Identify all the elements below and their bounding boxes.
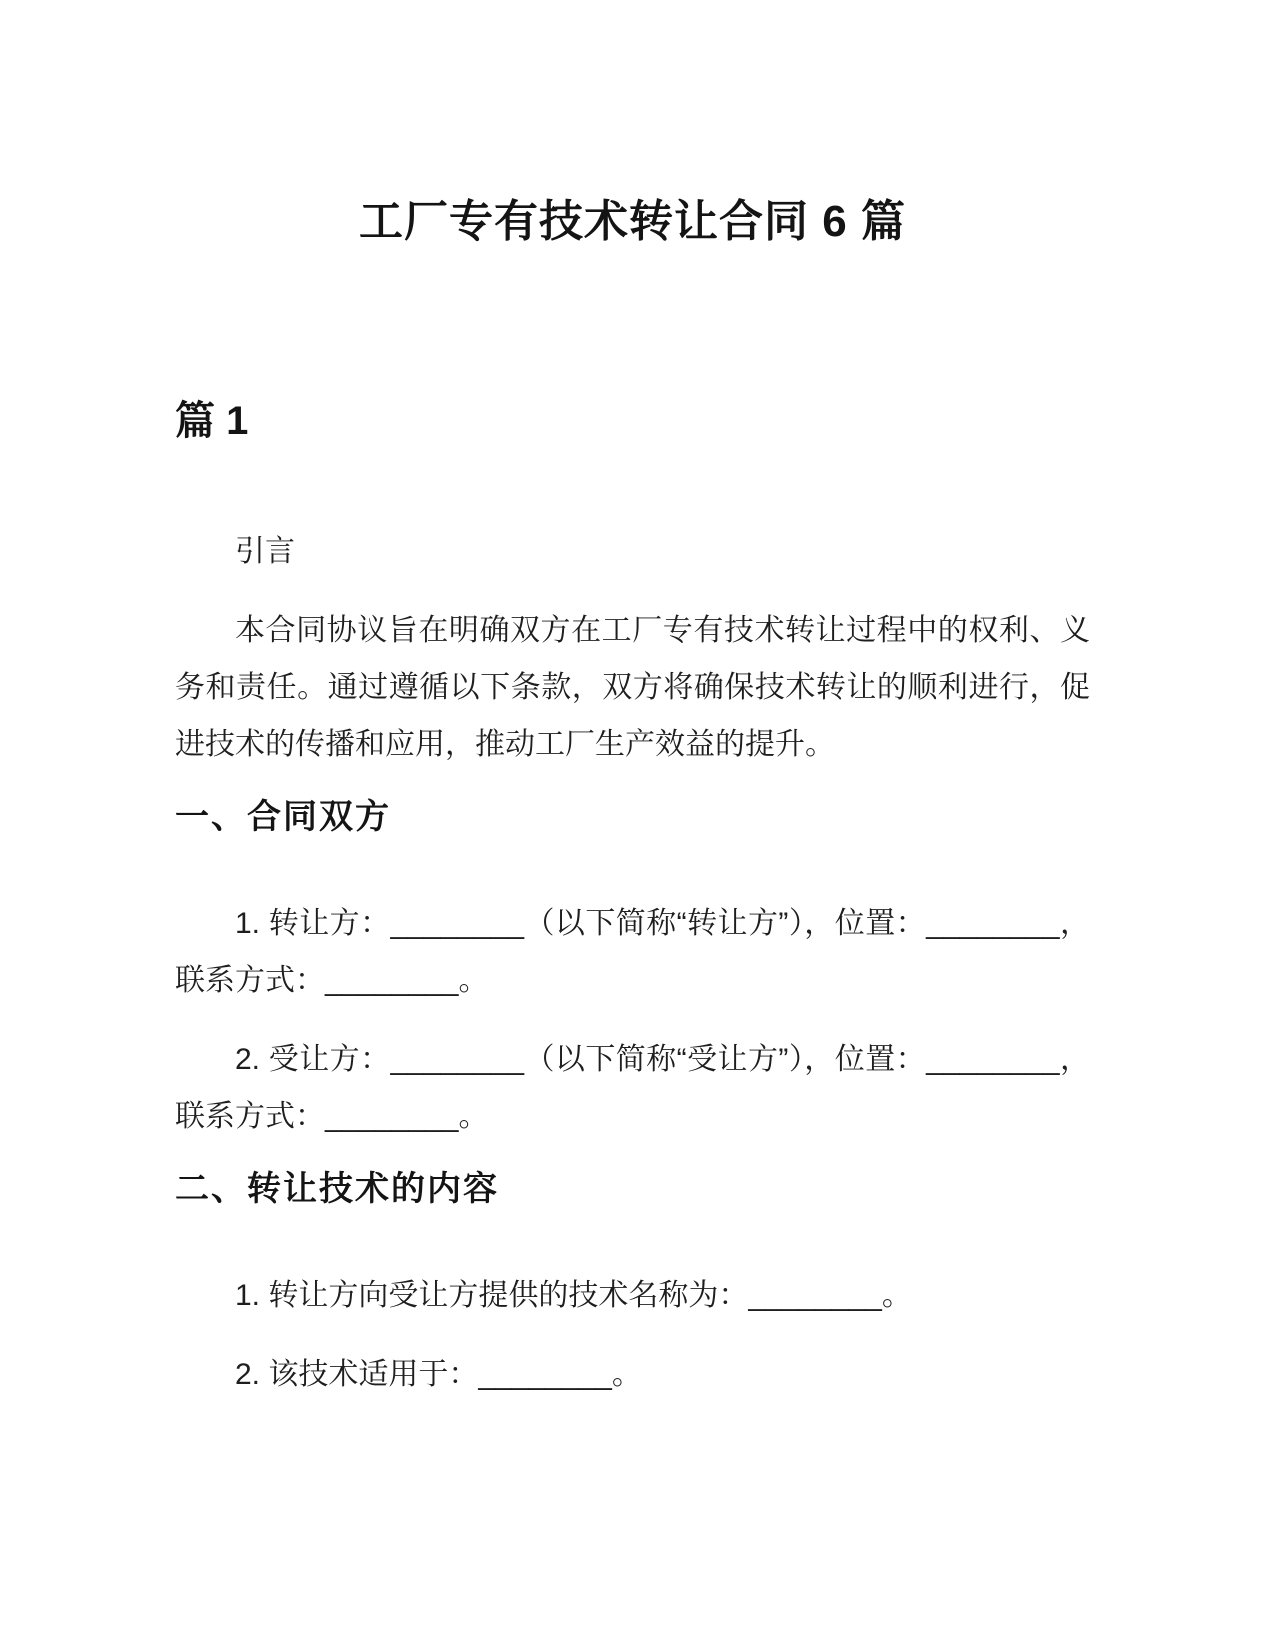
section-2-heading: 二、转让技术的内容 bbox=[175, 1169, 499, 1208]
section-1-item-2: 2. 受让方：________（以下简称“受让方”），位置：________，联系方式：________。 bbox=[175, 1042, 1090, 1133]
section-2-item-2: 2. 该技术适用于：________。 bbox=[235, 1358, 642, 1392]
intro-label: 引言 bbox=[235, 534, 295, 568]
section-1-item-1: 1. 转让方：________（以下简称“转让方”），位置：________，联系方式：________。 bbox=[175, 906, 1090, 997]
document-title: 工厂专有技术转让合同 6 篇 bbox=[359, 197, 906, 246]
section-2-item-1: 1. 转让方向受让方提供的技术名称为：________。 bbox=[235, 1279, 912, 1313]
section-1-heading: 一、合同双方 bbox=[175, 797, 391, 836]
intro-paragraph: 本合同协议旨在明确双方在工厂专有技术转让过程中的权利、义务和责任。通过遵循以下条款，双方将确保技术转让的顺利进行，促进技术的传播和应用，推动工厂生产效益的提升。 bbox=[175, 613, 1090, 761]
part-1-heading: 篇 1 bbox=[175, 398, 249, 443]
